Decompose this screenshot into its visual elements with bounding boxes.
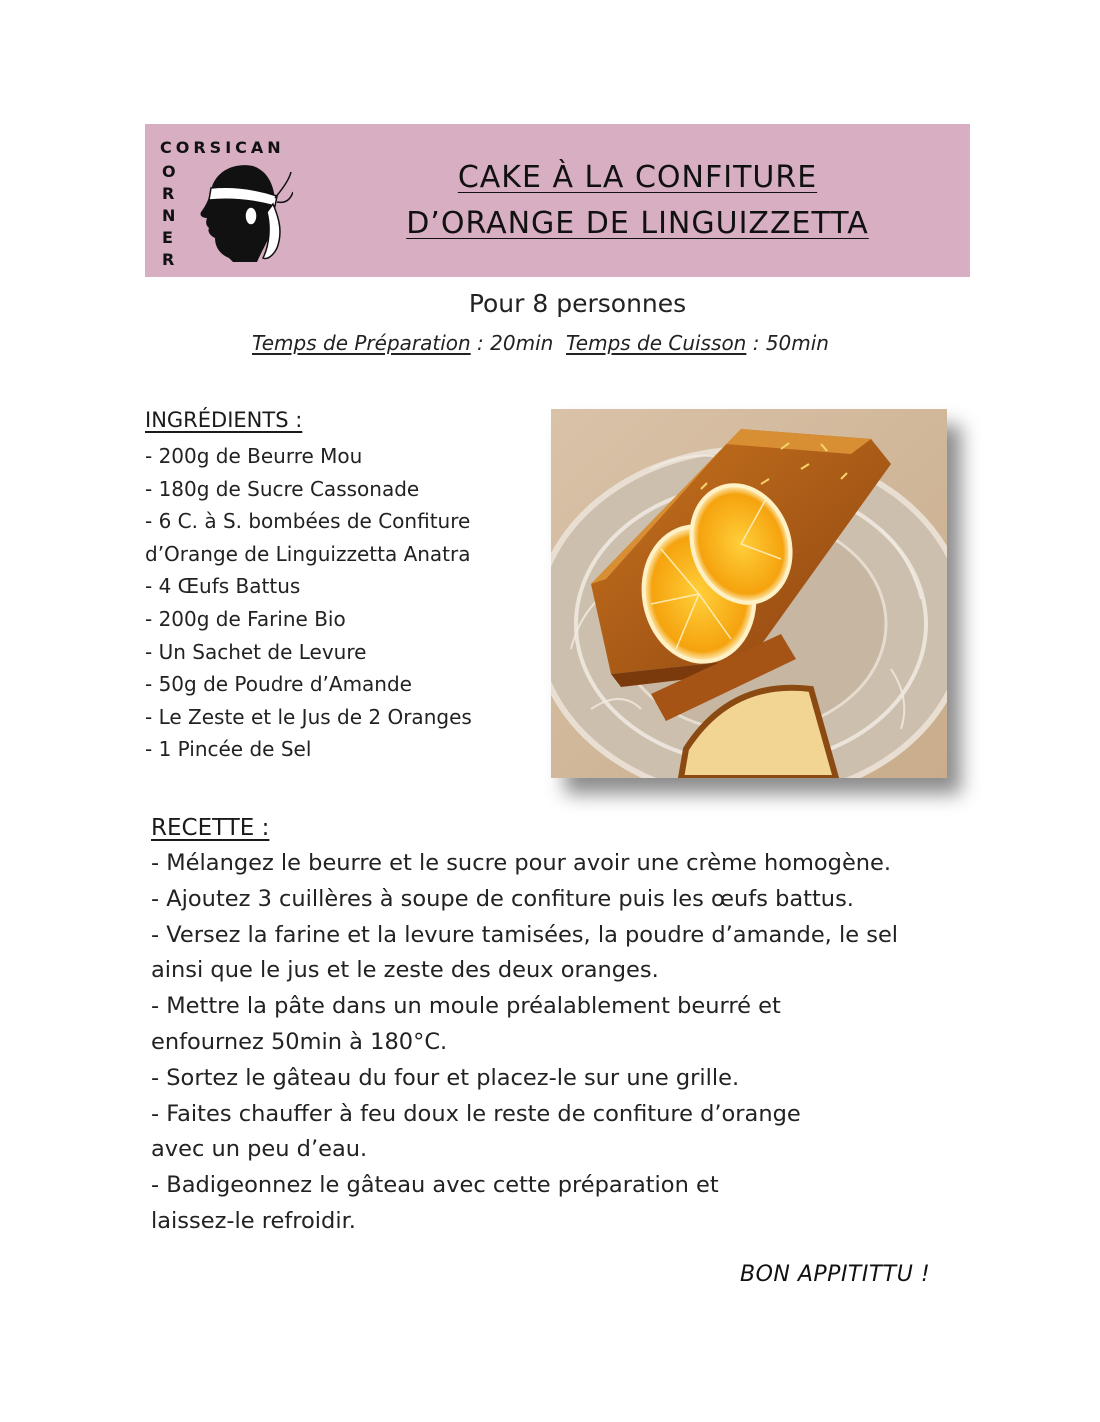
cook-time-value: : 50min (746, 331, 829, 355)
recipe-step: - Faites chauffer à feu doux le reste de confiture d’orange avec un peu d’eau. (151, 1100, 801, 1163)
logo-letter: R (162, 184, 175, 203)
prep-time-label: Temps de Préparation (252, 331, 471, 355)
cake-photo (551, 409, 947, 778)
ingredient-item: d’Orange de Linguizzetta Anatra (145, 541, 471, 566)
recipe-title-line-1: CAKE À LA CONFITURE (457, 160, 818, 195)
cook-time-label: Temps de Cuisson (566, 331, 747, 355)
ingredient-item: - 50g de Poudre d’Amande (145, 672, 412, 697)
logo-letter: E (162, 228, 173, 247)
ingredient-item: - 200g de Farine Bio (145, 606, 346, 631)
recipe-step: - Badigeonnez le gâteau avec cette préparation et laissez-le refroidir. (151, 1172, 719, 1234)
closing-phrase: BON APPITITTU ! (740, 1262, 931, 1287)
ingredient-item: - 4 Œufs Battus (145, 574, 301, 599)
recipe-step: - Versez la farine et la levure tamisées, la poudre d’amande, le sel ainsi que le jus et le zeste des deux oranges. (151, 921, 899, 984)
recipe-step: - Sortez le gâteau du four et placez-le sur une grille. (151, 1064, 740, 1091)
prep-time-value: : 20min (470, 331, 554, 355)
ingredient-item: - Le Zeste et le Jus de 2 Oranges (145, 704, 472, 729)
servings: Pour 8 personnes (468, 289, 687, 318)
ingredient-item: - Un Sachet de Levure (145, 639, 367, 664)
ingredients-heading: INGRÉDIENTS : (145, 408, 303, 432)
ingredient-item: - 1 Pincée de Sel (145, 737, 312, 762)
recipe-heading: RECETTE : (151, 815, 270, 841)
logo-letter: R (162, 250, 175, 269)
recipe-step: - Mettre la pâte dans un moule préalablement beurré et enfournez 50min à 180°C. (151, 993, 781, 1055)
logo-text-corsican: CORSICAN (160, 138, 285, 157)
recipe-steps (151, 846, 898, 1240)
moor-head-icon (193, 158, 293, 268)
ingredient-item: - 200g de Beurre Mou (145, 444, 363, 468)
recipe-step: - Ajoutez 3 cuillères à soupe de confiture puis les œufs battus. (151, 885, 854, 912)
cake-illustration (551, 409, 947, 778)
ingredients-list (145, 440, 472, 766)
logo-letter: N (162, 206, 176, 225)
logo-letter: O (162, 162, 176, 181)
ingredient-item: - 180g de Sucre Cassonade (145, 476, 420, 501)
timing-line (252, 331, 829, 355)
recipe-step: - Mélangez le beurre et le sucre pour avoir une crème homogène. (151, 850, 892, 876)
ingredient-item: - 6 C. à S. bombées de Confiture (145, 509, 471, 534)
recipe-title-line-2: D’ORANGE DE LINGUIZZETTA (406, 206, 869, 241)
header-banner (145, 124, 970, 277)
